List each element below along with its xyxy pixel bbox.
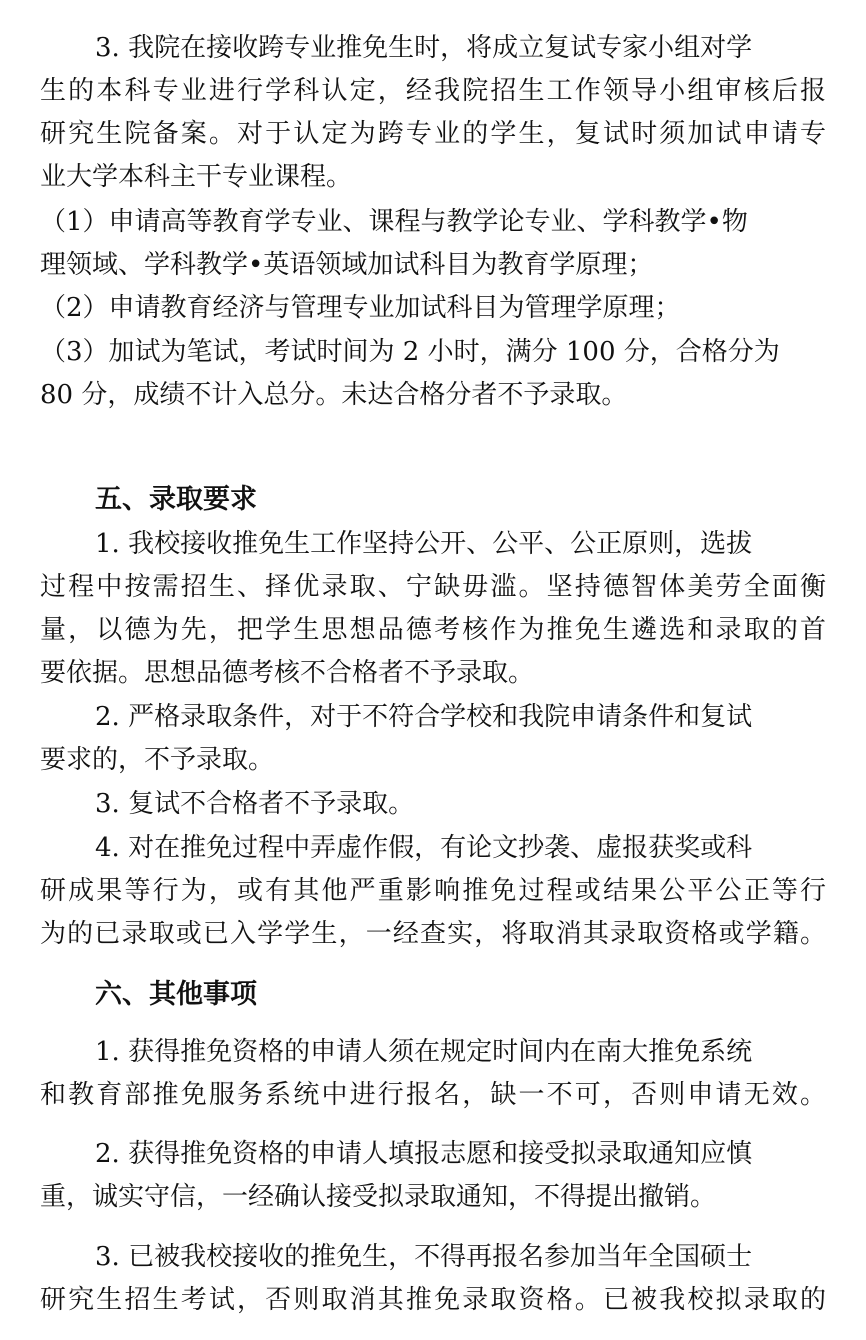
text-line: 和教育部推免服务系统中进行报名，缺一不可，否则申请无效。 [40, 1080, 826, 1110]
text-line: 4. 对在推免过程中弄虚作假，有论文抄袭、虚报获奖或科 [95, 833, 753, 863]
text-line: 3. 已被我校接收的推免生，不得再报名参加当年全国硕士 [95, 1242, 753, 1272]
text-line: 重，诚实守信，一经确认接受拟录取通知，不得提出撤销。 [40, 1182, 717, 1212]
list-item: （2）申请教育经济与管理专业加试科目为管理学原理； [40, 293, 681, 323]
text-line: 1. 我校接收推免生工作坚持公开、公平、公正原则，选拔 [95, 529, 753, 559]
text-line: 3. 我院在接收跨专业推免生时，将成立复试专家小组对学 [95, 33, 753, 63]
text-line: 研究生招生考试，否则取消其推免录取资格。已被我校拟录取的 [40, 1285, 826, 1315]
list-item: （1）申请高等教育学专业、课程与教学论专业、学科教学•物 [40, 207, 748, 237]
list-item-cont: 80 分，成绩不计入总分。未达合格分者不予录取。 [40, 380, 628, 410]
text-line: 业大学本科主干专业课程。 [40, 162, 353, 192]
text-line: 1. 获得推免资格的申请人须在规定时间内在南大推免系统 [95, 1037, 753, 1067]
text-line: 研成果等行为，或有其他严重影响推免过程或结果公平公正等行 [40, 876, 826, 906]
text-line: 2. 严格录取条件，对于不符合学校和我院申请条件和复试 [95, 702, 753, 732]
text-line: 为的已录取或已入学学生，一经查实，将取消其录取资格或学籍。 [40, 919, 826, 949]
list-item-cont: 理领域、学科教学•英语领域加试科目为教育学原理； [40, 250, 654, 280]
text-line: 要依据。思想品德考核不合格者不予录取。 [40, 658, 535, 688]
text-line: 要求的，不予录取。 [40, 745, 275, 775]
text-line: 3. 复试不合格者不予录取。 [95, 789, 415, 819]
list-item: （3）加试为笔试，考试时间为 2 小时，满分 100 分，合格分为 [40, 337, 780, 367]
text-line: 过程中按需招生、择优录取、宁缺毋滥。坚持德智体美劳全面衡 [40, 572, 826, 602]
text-line: 2. 获得推免资格的申请人填报志愿和接受拟录取通知应慎 [95, 1139, 753, 1169]
section-heading: 五、录取要求 [95, 484, 257, 515]
text-line: 生的本科专业进行学科认定，经我院招生工作领导小组审核后报 [40, 76, 826, 106]
text-line: 量，以德为先，把学生思想品德考核作为推免生遴选和录取的首 [40, 615, 826, 645]
text-line: 研究生院备案。对于认定为跨专业的学生，复试时须加试申请专 [40, 119, 826, 149]
section-heading: 六、其他事项 [95, 979, 257, 1010]
